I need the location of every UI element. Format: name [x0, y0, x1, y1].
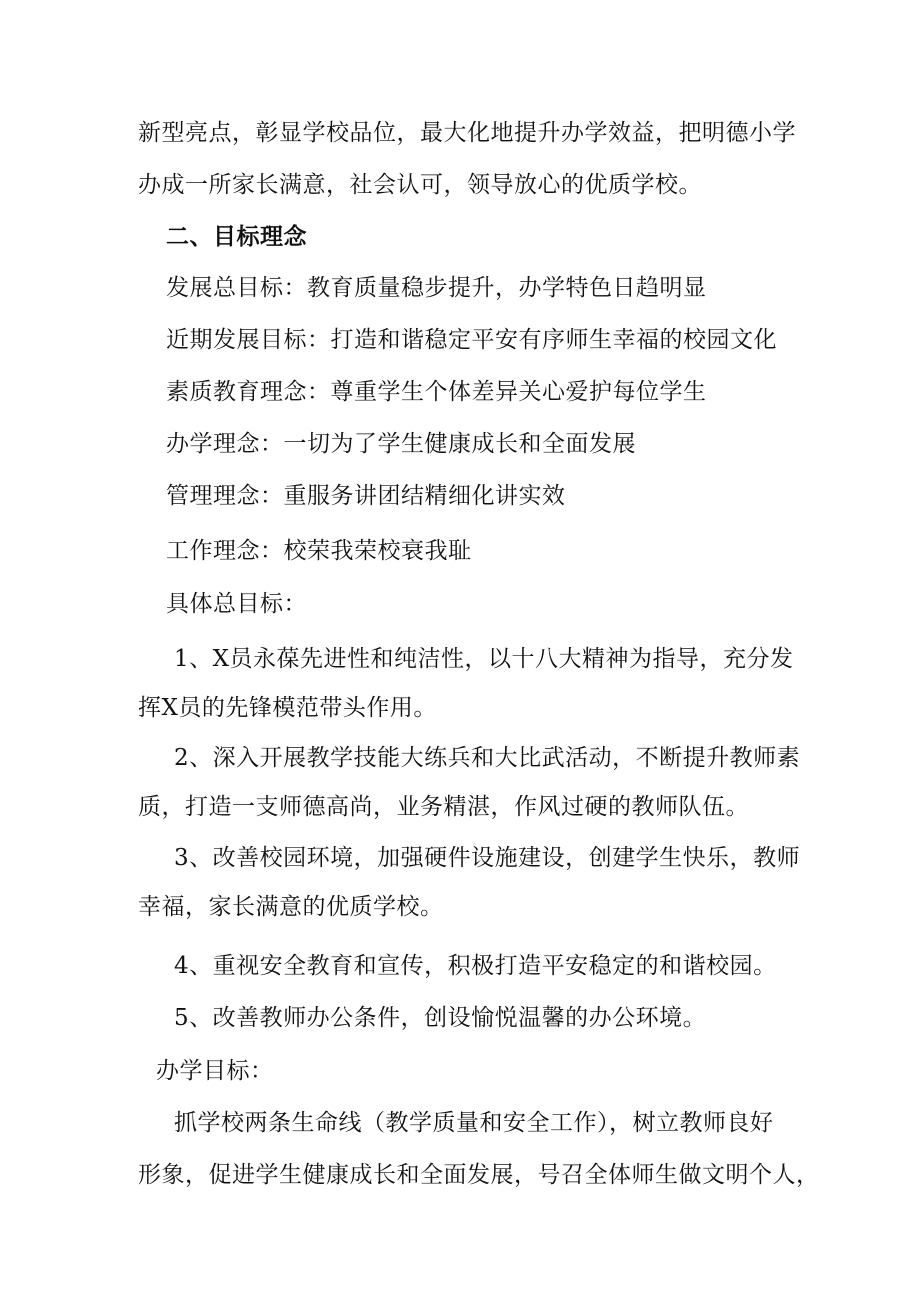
paragraph-line: 形象，促进学生健康成长和全面发展，号召全体师生做文明个人，: [138, 1162, 820, 1188]
paragraph-line: 质，打造一支师德高尚，业务精湛，作风过硬的教师队伍。: [138, 794, 749, 820]
section-heading: 二、目标理念: [166, 224, 307, 250]
paragraph-line: 管理理念：重服务讲团结精细化讲实效: [166, 483, 566, 509]
paragraph-line: 近期发展目标：打造和谐稳定平安有序师生幸福的校园文化: [166, 327, 777, 353]
paragraph-line: 素质教育理念：尊重学生个体差异关心爱护每位学生: [166, 379, 707, 405]
paragraph-line: 挥X员的先锋模范带头作用。: [138, 695, 437, 721]
paragraph-line: 2、深入开展教学技能大练兵和大比武活动，不断提升教师素: [174, 745, 801, 771]
paragraph-line: 办学理念：一切为了学生健康成长和全面发展: [166, 431, 636, 457]
paragraph-line: 办学目标：: [156, 1058, 274, 1084]
paragraph-line: 具体总目标：: [166, 591, 307, 617]
paragraph-line: 4、重视安全教育和宣传，积极打造平安稳定的和谐校园。: [174, 953, 777, 979]
paragraph-line: 发展总目标：教育质量稳步提升，办学特色日趋明显: [166, 275, 707, 301]
paragraph-line: 3、改善校园环境，加强硬件设施建设，创建学生快乐，教师: [174, 845, 801, 871]
paragraph-line: 新型亮点，彰显学校品位，最大化地提升办学效益，把明德小学: [138, 120, 796, 146]
paragraph-line: 1、X员永葆先进性和纯洁性，以十八大精神为指导，充分发: [174, 646, 794, 672]
paragraph-line: 办成一所家长满意，社会认可，领导放心的优质学校。: [138, 172, 702, 198]
paragraph-line: 抓学校两条生命线（教学质量和安全工作），树立教师良好: [174, 1110, 774, 1136]
paragraph-line: 幸福，家长满意的优质学校。: [138, 894, 444, 920]
paragraph-line: 工作理念：校荣我荣校衰我耻: [166, 538, 472, 564]
paragraph-line: 5、改善教师办公条件，创设愉悦温馨的办公环境。: [174, 1005, 707, 1031]
